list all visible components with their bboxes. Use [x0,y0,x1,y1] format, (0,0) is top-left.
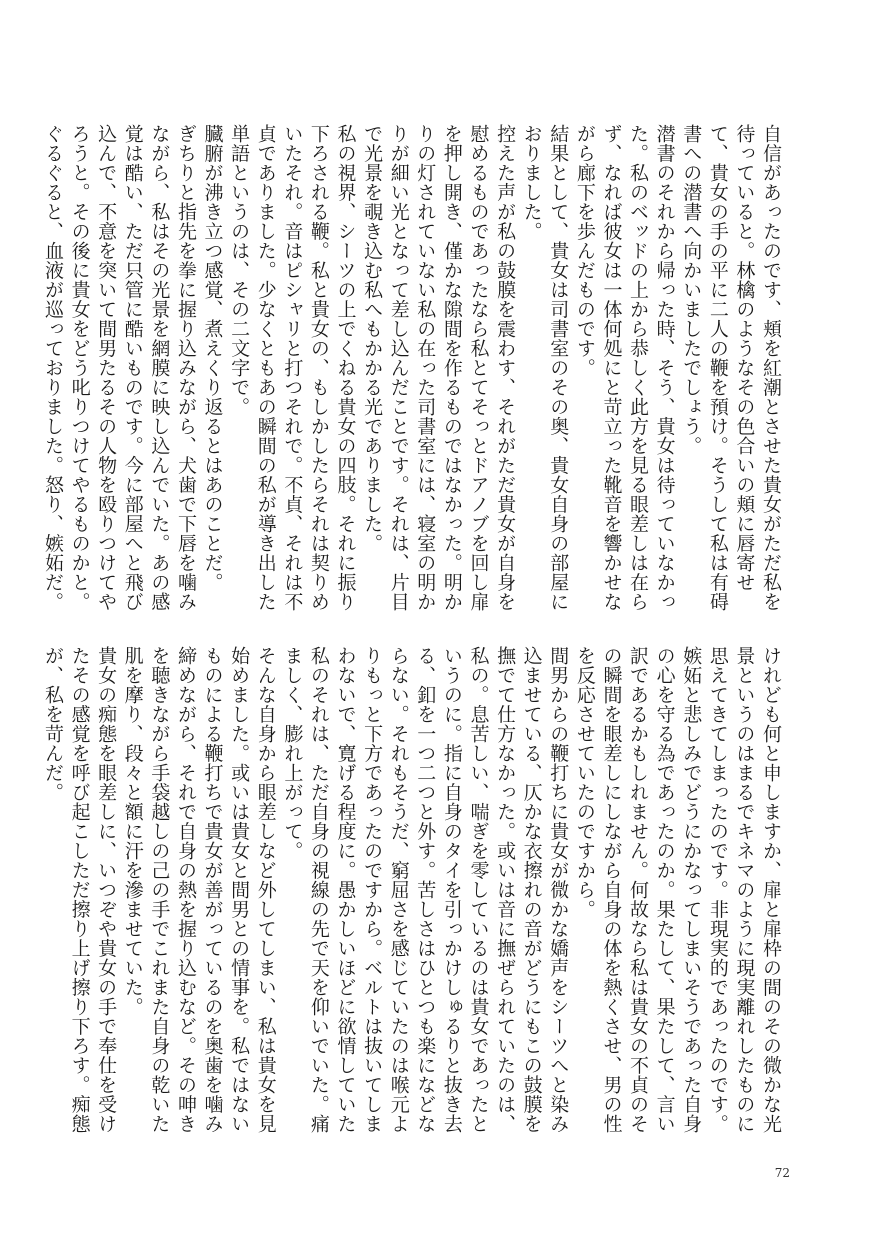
text-block-bottom [41,646,784,1136]
paragraph: 私の視界、シーツの上でくねる貴女の四肢。それに振り下ろされる鞭。私と貴女の、もしかしたらそれは契りめいたそれ。音はピシャリと打つそれで。不貞、それは不貞でありました。少なくともあの瞬間の私が導き出した単語というのは、その二文字で。 [228,124,357,612]
page-number: 72 [774,1166,790,1180]
paragraph: そんな自身から眼差しなど外してしまい、私は貴女を見始めました。或いは貴女と間男との情事を。私ではないものによる鞭打ちで貴女が善がっているのを奥歯を噛み締めながら、それで自身の熱を握り込むなど。その呻きを聴きながら手袋越しの己の手でこれまた自身の乾いた肌を摩り、段々と額に汗を滲ませていた。 [121,646,277,1134]
paragraph: ぎちりと指先を拳に握り込みながら、犬歯で下唇を噛みながら、私はその光景を網膜に映し込んでいた。あの感覚は酷い、ただ只管に酷いものです。今に部屋へと飛び込んで、不意を突いて間男たるその人物を殴りつけてやろうと。その後に貴女をどう叱りつけてやるものかと。ぐるぐると、血液が巡っておりました。怒り、嫉妬だ。 [41,124,197,612]
paragraph: 貴女の痴態を眼差しに、いつぞや貴女の手で奉仕を受けたその感覚を呼び起こしただ擦り上げ擦り下ろす。痴態が、私を苛んだ。 [41,646,118,1134]
text-block-top [41,124,784,614]
paragraph: 臓腑が沸き立つ感覚、煮えくり返るとはあのことだ。 [201,124,224,592]
paragraph: 間男からの鞭打ちに貴女が微かな嬌声をシーツへと染み込ませている、仄かな衣擦れの音がどうにもこの鼓膜を撫でて仕方なかった。或いは音に撫ぜられていたのは、私の。息苦しい、喘ぎを零しているのは貴女であったというのに。指に自身のタイを引っかけしゅるりと抜き去る、釦を一つ二つと外す。苦しさはひとつも楽になどならない。それもそうだ、窮屈さを感じていたのは喉元よりもっと下方であったのですから。ベルトは抜いてしまわないで、寛げる程度に。愚かしいほどに欲情していた私のそれは、ただ自身の視線の先で天を仰いでいた。痛ましく、膨れ上がって。 [281,646,570,1134]
paragraph: けれども何と申しますか、扉と扉枠の間のその微かな光景というのはまるでキネマのように現実離れしたものに思えてきてしまったのです。非現実的であったのです。嫉妬と悲しみでどうにかなってしまいそうであった自身の心を守る為であったのか。果たして、果たして、言い訳であるかもしれません。何故なら私は貴女の不貞のその瞬間を眼差しにしながら自身の体を熱くさせ、男の性を反応させていたのですから。 [573,646,782,1134]
paragraph: 結果として、貴女は司書室のその奥、貴女自身の部屋におりました。 [520,124,570,612]
paragraph: 自信があったのです、頬を紅潮とさせた貴女がただ私を待っていると。林檎のようなその色合いの頬に唇寄せて、貴女の手の平に二人の鞭を預け。そうして私は有碍書への潜書へ向かいましたでしょう。 [680,124,782,612]
paragraph: 控えた声が私の鼓膜を震わす、それがただ貴女が自身を慰めるものであったなら私とてそっとドアノブを回し扉を押し開き、僅かな隙間を作るものではなかった。明かりの灯されていない私の在った司書室には、寝室の明かりが細い光となって差し込んだことです。それは、片目で光景を覗き込む私へもかかる光でありました。 [361,124,517,612]
paragraph: 潜書のそれから帰った時、そう、貴女は待っていなかった。私のベッドの上から恭しく此方を見る眼差しは在らず、なれば彼女は一体何処にと苛立った靴音を響かせながら廊下を歩んだものです。 [573,124,676,612]
